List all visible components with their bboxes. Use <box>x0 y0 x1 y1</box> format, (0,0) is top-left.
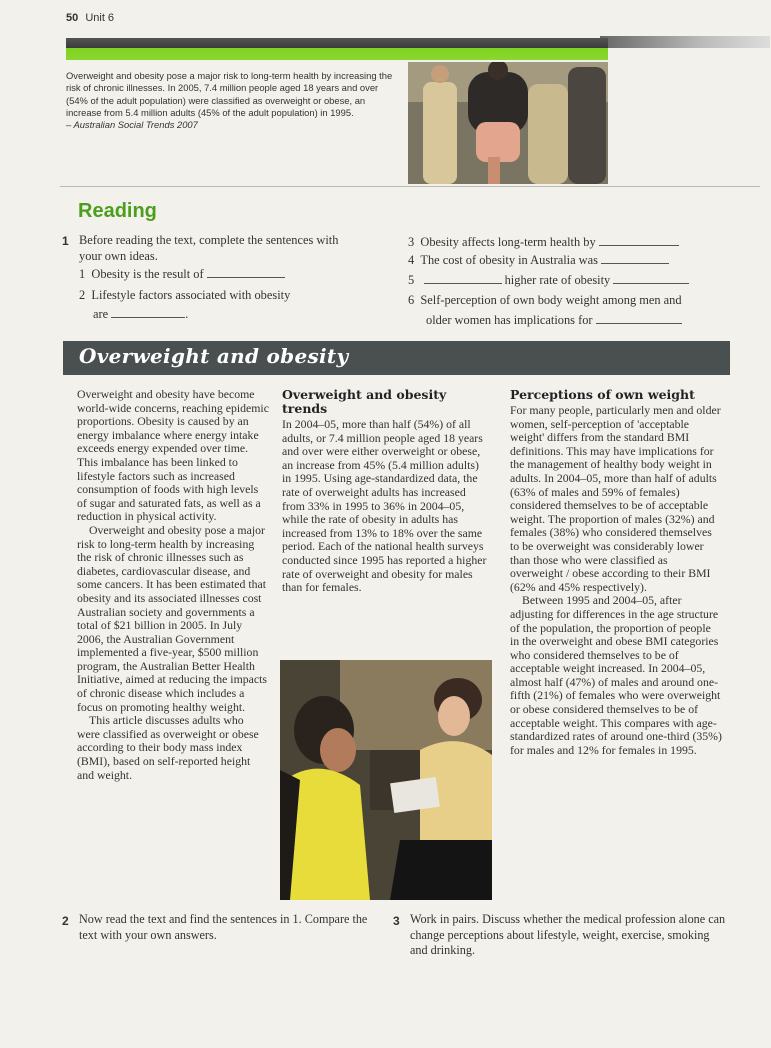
intro-citation: – Australian Social Trends 2007 <box>66 119 198 131</box>
item-6b-text: older women has implications for <box>426 313 593 327</box>
unit-label: Unit 6 <box>85 12 115 24</box>
article-title: Overweight and obesity <box>79 344 349 368</box>
intro-quote <box>66 70 396 131</box>
green-header-bar <box>66 38 608 60</box>
item-6-text: Self-perception of own body weight among men and <box>420 293 682 307</box>
item-3-blank[interactable] <box>599 235 679 246</box>
col3-paragraph-2: Between 1995 and 2004–05, after adjusting for differences in the age structure of the population, the proportion of people in the overweight and obese BMI categories who considered themselves to be of acceptable weight increased. In 2004–05, almost half (47%) of males and around one-fifth (21%) of females who were overweight or obese considered themselves to be of acceptable weight. This compares with age-standardized rates of around one-third (35%) for males and 12% for females in 1995. <box>510 593 722 757</box>
item-3-text: Obesity affects long-term health by <box>420 235 596 249</box>
item-2: 2 Lifestyle factors associated with obesity <box>79 288 291 302</box>
section-divider <box>60 186 760 187</box>
question-2-text: Now read the text and find the sentences in 1. Compare the text with your own answers. <box>79 912 368 942</box>
item-4-text: The cost of obesity in Australia was <box>420 253 598 267</box>
question-1-number: 1 <box>62 234 69 248</box>
item-5: 5 higher rate of obesity <box>408 272 689 288</box>
col3-heading: Perceptions of own weight <box>510 387 695 402</box>
col3-paragraph-1: For many people, particularly men and older women, self-perception of 'acceptable weight' differs from the standard BMI definitions. This may have implications for the management of healthy body weight in adults. In 2004–05, more than half of adults (63% of males and 59% of females) considered themselves to be of acceptable weight. The proportion of males (32%) and females (38%) who considered themselves to be overweight was considerably lower than those who were classified as overweight / obese according to their BMI (62% and 45% respectively). <box>510 403 721 594</box>
article-column-2 <box>282 388 490 595</box>
question-3-number: 3 <box>393 914 400 928</box>
item-5-text: higher rate of obesity <box>504 273 611 287</box>
col2-heading: Overweight and obesity trends <box>282 387 447 416</box>
col1-paragraph-1: Overweight and obesity have become world-wide concerns, reaching epidemic proportions. Obesity is caused by an energy imbalance where energy intake exceeds energy expended over time. This imbalance has been linked to lifestyle factors such as increased consumption of foods with high levels of sugar and saturated fats, as well as a reduction in physical activity. <box>77 387 269 524</box>
item-4-blank[interactable] <box>601 253 669 264</box>
item-1-blank[interactable] <box>207 267 285 278</box>
item-5-blank-a[interactable] <box>424 273 502 284</box>
reading-heading: Reading <box>78 200 157 222</box>
page-header <box>66 12 114 24</box>
item-2-blank[interactable] <box>111 307 185 318</box>
item-5-blank-b[interactable] <box>613 273 689 284</box>
item-1-text: Obesity is the result of <box>91 267 204 281</box>
question-1-instructions: Before reading the text, complete the sentences with your own ideas. <box>79 233 339 263</box>
article-column-1 <box>77 388 269 782</box>
item-6: 6 Self-perception of own body weight among men and <box>408 293 682 307</box>
item-3: 3 Obesity affects long-term health by <box>408 234 679 250</box>
question-2-number: 2 <box>62 914 69 928</box>
page-number: 50 <box>66 12 79 24</box>
item-6-continued <box>426 312 682 328</box>
col1-paragraph-2: Overweight and obesity pose a major risk to long-term health by increasing the risk of chronic illnesses such as diabetes, cardiovascular disease, and some cancers. It has been estimated that obesity and its associated illnesses cost Australian society and governments a total of $21 billion in 2005. In July 2006, the Australian Government implemented a five-year, $500 million program, the Australian Better Health Initiative, aimed at reducing the impacts of chronic disease which includes a focus on promoting healthy weight. <box>77 522 267 714</box>
intro-text: Overweight and obesity pose a major risk to long-term health by increasing the risk of chronic illnesses. In 2005, 7.4 million people aged 18 years and over (54% of the adult population) were classified as overweight or obese, an increase from 5.4 million adults (45% of the adult population) in 1995. <box>66 70 393 118</box>
article-column-3 <box>510 388 722 757</box>
item-2-continued: are . <box>93 307 189 321</box>
col1-paragraph-3: This article discusses adults who were classified as overweight or obese according to their body mass index (BMI), based on self-reported height and weight. <box>77 713 259 782</box>
item-2b-text: are <box>93 307 109 321</box>
two-women-reading-photo <box>280 660 492 900</box>
article-title-bar <box>63 341 730 375</box>
item-2-text: Lifestyle factors associated with obesity <box>91 288 291 302</box>
item-6-blank[interactable] <box>596 313 682 324</box>
people-walking-photo <box>408 62 608 184</box>
item-4: 4 The cost of obesity in Australia was <box>408 252 669 268</box>
item-1: 1 Obesity is the result of <box>79 266 285 282</box>
header-shadow-band <box>600 36 770 48</box>
question-3-text: Work in pairs. Discuss whether the medical profession alone can change perceptions about lifestyle, weight, exercise, smoking and drinking. <box>410 912 726 957</box>
col2-paragraph-1: In 2004–05, more than half (54%) of all adults, or 7.4 million people aged 18 years and over were either overweight or obese, an increase from 45% (5.4 million adults) in 1995. Using age-standardized data, the rate of overweight adults has increased from 33% in 1995 to 36% in 2004–05, while the rate of obesity in adults has increased from 13% to 18% over the same period. Each of the national health surveys conducted since 1995 has reported a higher rate of overweight and obesity for males than for females. <box>282 417 487 595</box>
